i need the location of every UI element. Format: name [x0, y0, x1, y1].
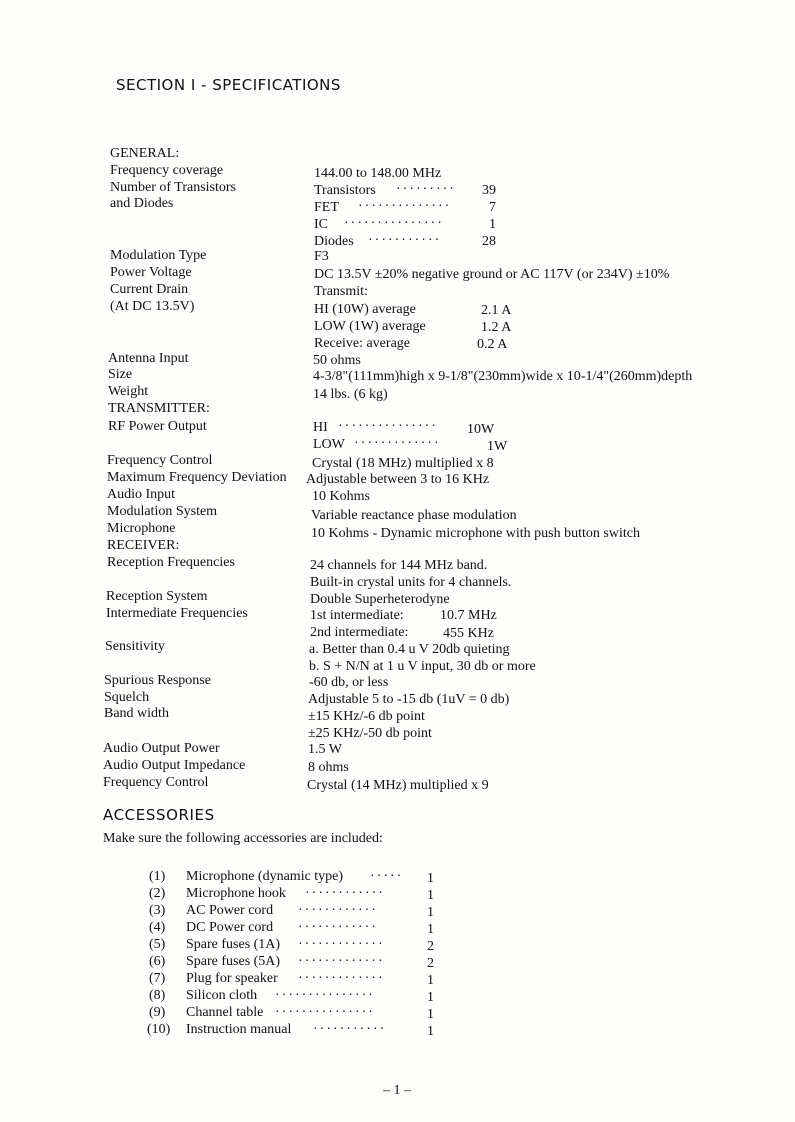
- if-1-value: 10.7 MHz: [440, 608, 497, 623]
- item-name: Spare fuses (1A): [186, 937, 281, 952]
- rf-hi-name: HI: [313, 420, 328, 435]
- max-deviation-value: Adjustable between 3 to 16 KHz: [306, 472, 490, 487]
- reception-frequencies-label: Reception Frequencies: [107, 555, 235, 570]
- rx-frequency-control-label: Frequency Control: [103, 775, 209, 790]
- weight-value: 14 lbs. (6 kg): [313, 387, 388, 402]
- item-name: Silicon cloth: [186, 988, 258, 1003]
- item-quantity: 1: [427, 1007, 434, 1022]
- item-name: Spare fuses (5A): [186, 954, 281, 969]
- weight-label: Weight: [108, 384, 149, 399]
- drain-receive-name: Receive: average: [314, 336, 410, 351]
- leader-dots: ···············: [338, 419, 438, 434]
- item-number: (7): [149, 971, 166, 986]
- leader-dots: ···············: [275, 988, 375, 1003]
- rf-power-output-label: RF Power Output: [108, 419, 207, 434]
- rx-frequency-control-value: Crystal (14 MHz) multiplied x 9: [307, 778, 489, 793]
- diodes-label: and Diodes: [110, 196, 174, 211]
- item-name: DC Power cord: [186, 920, 274, 935]
- item-number: (1): [149, 869, 166, 884]
- if-2-value: 455 KHz: [443, 626, 494, 641]
- item-name: Channel table: [186, 1005, 264, 1020]
- item-number: (3): [149, 903, 166, 918]
- leader-dots: ·············: [298, 954, 385, 969]
- leader-dots: ············: [305, 886, 385, 901]
- if-1-name: 1st intermediate:: [310, 608, 404, 623]
- antenna-input-value: 50 ohms: [313, 353, 361, 368]
- item-quantity: 1: [427, 905, 434, 920]
- item-name: Microphone hook: [186, 886, 286, 901]
- transistor-item-count: 39: [482, 183, 496, 198]
- diodes-item-name: Diodes: [314, 234, 354, 249]
- item-number: (10): [147, 1022, 171, 1037]
- item-name: Plug for speaker: [186, 971, 278, 986]
- leader-dots: ············: [298, 903, 378, 918]
- reception-system-label: Reception System: [106, 589, 208, 604]
- general-heading: GENERAL:: [110, 146, 180, 161]
- audio-input-label: Audio Input: [107, 487, 176, 502]
- if-2-name: 2nd intermediate:: [310, 625, 409, 640]
- reception-system-value: Double Superheterodyne: [310, 592, 450, 607]
- power-voltage-label: Power Voltage: [110, 265, 192, 280]
- leader-dots: ·············: [298, 971, 385, 986]
- leader-dots: ···········: [313, 1022, 387, 1037]
- item-name: Microphone (dynamic type): [186, 869, 344, 884]
- item-number: (4): [149, 920, 166, 935]
- section-title: SECTION I - SPECIFICATIONS: [116, 76, 341, 94]
- drain-low-name: LOW (1W) average: [314, 319, 426, 334]
- rf-hi-value: 10W: [467, 422, 495, 437]
- item-quantity: 2: [427, 956, 434, 971]
- leader-dots: ·········: [396, 182, 456, 197]
- squelch-value: Adjustable 5 to -15 db (1uV = 0 db): [308, 692, 510, 707]
- page-number: – 1 –: [383, 1083, 411, 1098]
- reception-frequencies-crystal: Built-in crystal units for 4 channels.: [310, 575, 512, 590]
- drain-hi-value: 2.1 A: [481, 303, 512, 318]
- intermediate-frequencies-label: Intermediate Frequencies: [106, 606, 248, 621]
- transmitter-heading: TRANSMITTER:: [108, 401, 210, 416]
- microphone-value: 10 Kohms - Dynamic microphone with push button switch: [311, 526, 640, 541]
- accessories-heading: ACCESSORIES: [103, 806, 215, 824]
- antenna-input-label: Antenna Input: [108, 351, 189, 366]
- item-quantity: 2: [427, 939, 434, 954]
- modulation-type-value: F3: [314, 249, 329, 264]
- spurious-response-value: -60 db, or less: [309, 675, 389, 690]
- spurious-response-label: Spurious Response: [104, 673, 211, 688]
- item-quantity: 1: [427, 1024, 434, 1039]
- modulation-system-label: Modulation System: [107, 504, 218, 519]
- bandwidth-label: Band width: [104, 706, 169, 721]
- rf-low-name: LOW: [313, 437, 345, 452]
- current-drain-label: Current Drain: [110, 282, 189, 297]
- audio-output-impedance-label: Audio Output Impedance: [103, 758, 246, 773]
- item-number: (5): [149, 937, 166, 952]
- modulation-type-label: Modulation Type: [110, 248, 207, 263]
- transistors-label: Number of Transistors: [110, 180, 237, 195]
- power-voltage-value: DC 13.5V ±20% negative ground or AC 117V (or 234V) ±10%: [314, 267, 670, 282]
- squelch-label: Squelch: [104, 690, 150, 705]
- accessories-note: Make sure the following accessories are included:: [103, 831, 383, 846]
- leader-dots: ···········: [368, 233, 442, 248]
- rf-low-value: 1W: [487, 439, 508, 454]
- ic-item-count: 1: [489, 217, 496, 232]
- bandwidth-value-50db: ±25 KHz/-50 db point: [308, 726, 432, 741]
- ic-item-name: IC: [314, 217, 328, 232]
- current-drain-condition: (At DC 13.5V): [110, 299, 195, 314]
- sensitivity-label: Sensitivity: [105, 639, 165, 654]
- leader-dots: ············: [298, 920, 378, 935]
- audio-output-power-label: Audio Output Power: [103, 741, 220, 756]
- item-quantity: 1: [427, 888, 434, 903]
- item-quantity: 1: [427, 871, 434, 886]
- microphone-label: Microphone: [107, 521, 176, 536]
- leader-dots: ···············: [344, 216, 444, 231]
- leader-dots: ·············: [298, 937, 385, 952]
- diodes-item-count: 28: [482, 234, 496, 249]
- fet-item-name: FET: [314, 200, 339, 215]
- drain-hi-name: HI (10W) average: [314, 302, 416, 317]
- reception-frequencies-value: 24 channels for 144 MHz band.: [310, 558, 488, 573]
- size-value: 4-3/8"(111mm)high x 9-1/8"(230mm)wide x 10-1/4"(260mm)depth: [313, 369, 693, 384]
- transistor-item-name: Transistors: [314, 183, 376, 198]
- drain-low-value: 1.2 A: [481, 320, 512, 335]
- sensitivity-value-a: a. Better than 0.4 u V 20db quieting: [309, 642, 510, 657]
- receiver-heading: RECEIVER:: [107, 538, 180, 553]
- item-quantity: 1: [427, 922, 434, 937]
- audio-output-impedance-value: 8 ohms: [308, 760, 349, 775]
- tx-frequency-control-value: Crystal (18 MHz) multiplied x 8: [312, 456, 494, 471]
- item-name: AC Power cord: [186, 903, 274, 918]
- item-number: (9): [149, 1005, 166, 1020]
- item-quantity: 1: [427, 990, 434, 1005]
- frequency-coverage-value: 144.00 to 148.00 MHz: [314, 166, 442, 181]
- leader-dots: ··············: [358, 199, 452, 214]
- bandwidth-value-6db: ±15 KHz/-6 db point: [308, 709, 425, 724]
- leader-dots: ···············: [275, 1005, 375, 1020]
- audio-input-value: 10 Kohms: [312, 489, 370, 504]
- leader-dots: ·····: [370, 869, 404, 884]
- audio-output-power-value: 1.5 W: [308, 742, 342, 757]
- fet-item-count: 7: [489, 200, 496, 215]
- item-name: Instruction manual: [186, 1022, 292, 1037]
- item-quantity: 1: [427, 973, 434, 988]
- leader-dots: ·············: [354, 436, 441, 451]
- size-label: Size: [108, 367, 133, 382]
- drain-receive-value: 0.2 A: [477, 337, 508, 352]
- item-number: (6): [149, 954, 166, 969]
- frequency-coverage-label: Frequency coverage: [110, 163, 224, 178]
- max-deviation-label: Maximum Frequency Deviation: [107, 470, 287, 485]
- modulation-system-value: Variable reactance phase modulation: [311, 508, 517, 523]
- tx-frequency-control-label: Frequency Control: [107, 453, 213, 468]
- item-number: (8): [149, 988, 166, 1003]
- sensitivity-value-b: b. S + N/N at 1 u V input, 30 db or more: [309, 659, 536, 674]
- transmit-label: Transmit:: [314, 284, 368, 299]
- item-number: (2): [149, 886, 166, 901]
